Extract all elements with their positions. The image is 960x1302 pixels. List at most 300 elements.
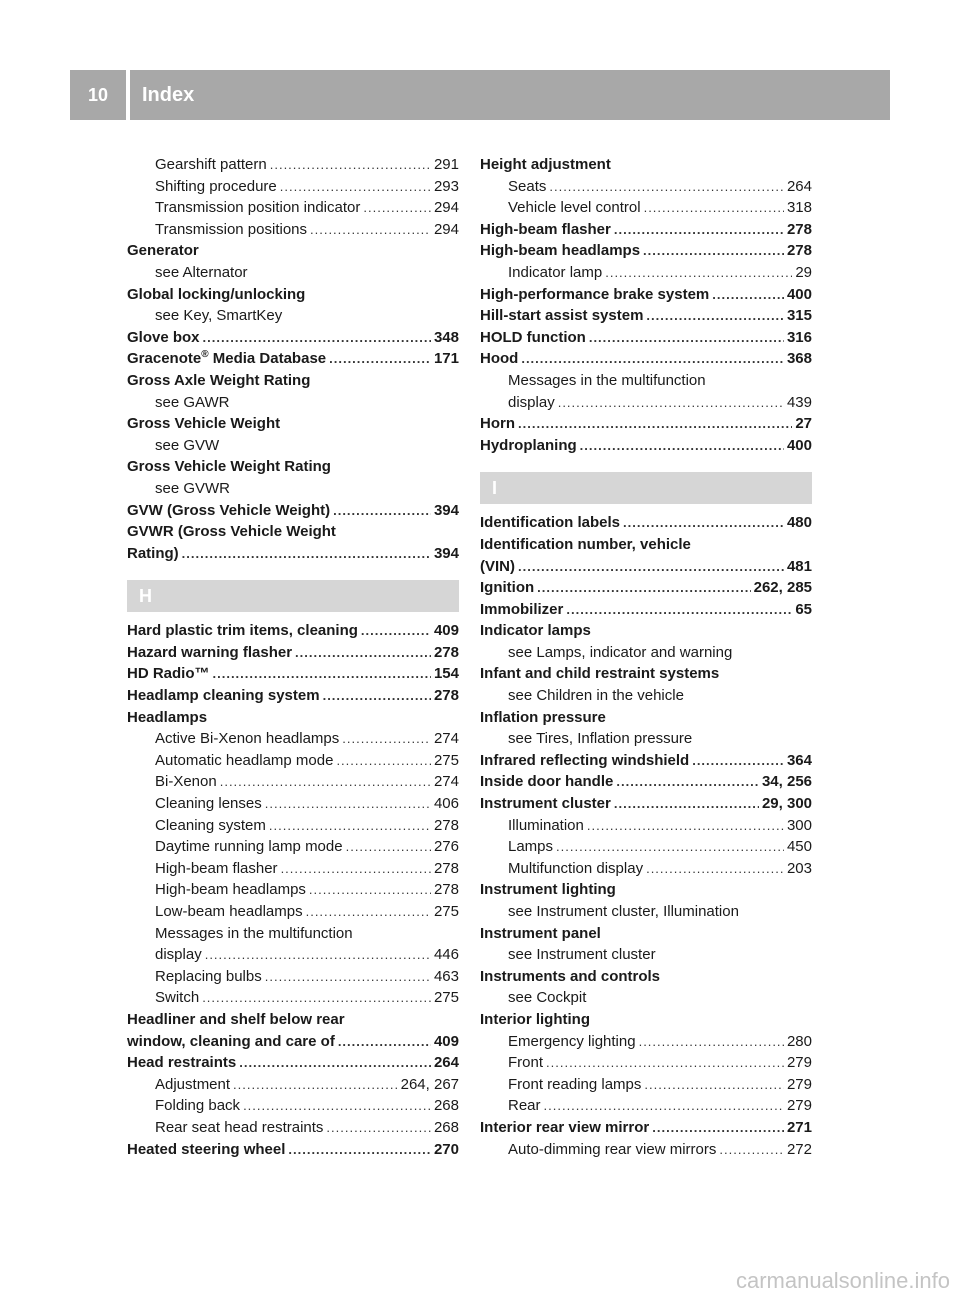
entry-label: Height adjustment — [480, 156, 611, 173]
index-subentry — [127, 219, 459, 241]
entry-label: Cleaning lenses — [155, 795, 262, 813]
entry-page-ref: 278 — [433, 643, 459, 661]
entry-page-ref: 34, 256 — [761, 773, 812, 791]
index-entry — [480, 327, 812, 349]
entry-label: Headlamp cleaning system — [127, 687, 320, 705]
entry-label: Gross Vehicle Weight Rating — [127, 458, 331, 476]
index-subentry — [480, 370, 812, 392]
index-entry — [480, 620, 812, 642]
dot-leader — [558, 392, 784, 414]
entry-label: Headliner and shelf below rear — [127, 1010, 345, 1028]
entry-page-ref: 278 — [433, 881, 459, 899]
entry-label: see Cockpit — [508, 989, 587, 1007]
dot-leader — [544, 1095, 784, 1117]
dot-leader — [295, 642, 431, 664]
entry-page-ref: 463 — [433, 967, 459, 985]
dot-leader — [239, 1052, 431, 1074]
index-entry — [480, 923, 812, 945]
entry-page-ref: 406 — [433, 795, 459, 813]
index-entry — [127, 521, 459, 543]
index-entry — [127, 456, 459, 478]
index-subentry — [480, 815, 812, 837]
index-subentry — [480, 642, 812, 664]
entry-label: Shifting procedure — [155, 177, 277, 195]
entry-label: High-beam flasher — [480, 220, 611, 238]
entry-page-ref: 300 — [786, 816, 812, 834]
entry-label: Instrument cluster — [480, 795, 611, 813]
entry-label: Inside door handle — [480, 773, 614, 791]
index-entry — [480, 599, 812, 621]
index-entry — [127, 642, 459, 664]
index-subentry — [127, 1095, 459, 1117]
entry-label: Gearshift pattern — [155, 156, 267, 173]
entry-page-ref: 274 — [433, 730, 459, 748]
entry-label: Rating) — [127, 544, 179, 562]
entry-label: Identification labels — [480, 514, 621, 532]
dot-leader — [589, 327, 784, 349]
entry-page-ref: 348 — [433, 328, 459, 346]
dot-leader — [363, 197, 431, 219]
entry-label: Daytime running lamp mode — [155, 838, 343, 856]
index-subentry — [480, 1139, 812, 1161]
page-header — [70, 70, 890, 120]
entry-page-ref: 446 — [433, 946, 459, 964]
index-entry — [127, 240, 459, 262]
index-entry — [127, 1052, 459, 1074]
index-entry — [127, 620, 459, 642]
index-subentry — [480, 728, 812, 750]
index-subentry — [127, 1117, 459, 1139]
entry-page-ref: 394 — [433, 544, 459, 562]
entry-label: see GAWR — [155, 393, 230, 411]
entry-label: Generator — [127, 242, 199, 260]
entry-label: Hood — [480, 350, 519, 368]
dot-leader — [265, 966, 431, 988]
entry-page-ref: 29, 300 — [761, 795, 812, 813]
entry-label: Low-beam headlamps — [155, 903, 303, 920]
index-entry — [480, 750, 812, 772]
entry-label: Inflation pressure — [480, 708, 606, 726]
entry-page-ref: 271 — [786, 1118, 812, 1136]
entry-page-ref: 368 — [786, 350, 812, 368]
dot-leader — [309, 879, 431, 901]
dot-leader — [692, 750, 784, 772]
index-entry — [127, 327, 459, 349]
entry-page-ref: 278 — [433, 687, 459, 705]
index-entry — [480, 512, 812, 534]
index-subentry — [480, 262, 812, 284]
index-entry — [480, 348, 812, 370]
index-entry — [480, 556, 812, 578]
dot-leader — [280, 176, 431, 198]
entry-page-ref: 154 — [433, 665, 459, 683]
entry-page-ref: 65 — [795, 600, 812, 618]
entry-label: Automatic headlamp mode — [155, 751, 334, 769]
entry-label: High-beam headlamps — [480, 242, 641, 260]
entry-label: Gross Axle Weight Rating — [127, 371, 311, 389]
entry-page-ref: 264 — [786, 177, 812, 195]
index-entry — [480, 879, 812, 901]
entry-page-ref: 268 — [433, 1118, 459, 1136]
dot-leader — [518, 556, 784, 578]
entry-label: HD Radio™ — [127, 665, 210, 683]
watermark: carmanualsonline.info — [735, 1268, 950, 1293]
entry-label: Global locking/unlocking — [127, 285, 306, 303]
entry-label: display — [508, 393, 555, 411]
entry-page-ref: 27 — [795, 415, 812, 433]
entry-label: Immobilizer — [480, 600, 564, 618]
index-entry — [127, 284, 459, 306]
dot-leader — [202, 987, 431, 1009]
entry-page-ref: 279 — [786, 1097, 812, 1115]
entry-label: HOLD function — [480, 328, 586, 346]
index-subentry — [480, 1074, 812, 1096]
entry-page-ref: 439 — [786, 393, 812, 411]
index-entry — [480, 534, 812, 556]
entry-label: Bi-Xenon — [155, 773, 217, 791]
entry-page-ref: 275 — [433, 751, 459, 769]
index-subentry — [127, 728, 459, 750]
index-subentry — [480, 1031, 812, 1053]
index-subentry — [127, 478, 459, 500]
index-subentry — [127, 879, 459, 901]
index-entry — [480, 413, 812, 435]
index-subentry — [127, 901, 459, 923]
index-subentry — [127, 305, 459, 327]
entry-page-ref: 275 — [433, 989, 459, 1007]
index-entry — [480, 154, 812, 176]
entry-label: GVWR (Gross Vehicle Weight — [127, 523, 336, 541]
entry-page-ref: 316 — [786, 328, 812, 346]
index-column-left — [127, 154, 459, 1160]
index-entry — [480, 240, 812, 262]
dot-leader — [338, 1031, 431, 1053]
entry-label: Infrared reflecting windshield — [480, 751, 690, 769]
index-subentry — [127, 262, 459, 284]
dot-leader — [182, 543, 431, 565]
index-entry — [480, 284, 812, 306]
index-entry — [127, 685, 459, 707]
entry-label: see Alternator — [155, 263, 248, 281]
index-subentry — [480, 197, 812, 219]
entry-label: Cleaning system — [155, 816, 266, 834]
dot-leader — [537, 577, 750, 599]
entry-label: see Key, SmartKey — [155, 307, 283, 325]
dot-leader — [342, 728, 431, 750]
index-subentry — [127, 987, 459, 1009]
index-entry — [127, 543, 459, 565]
page-number: 10 — [87, 84, 109, 105]
index-subentry — [480, 987, 812, 1009]
entry-label: Hard plastic trim items, cleaning — [127, 622, 358, 640]
index-subentry — [127, 966, 459, 988]
entry-page-ref: 364 — [786, 751, 812, 769]
index-entry — [127, 707, 459, 729]
entry-page-ref: 279 — [786, 1054, 812, 1072]
entry-page-ref: 278 — [786, 242, 812, 260]
entry-label: High-performance brake system — [480, 285, 710, 303]
index-subentry — [127, 176, 459, 198]
entry-label: Lamps — [508, 838, 554, 856]
entry-label: Transmission positions — [155, 220, 307, 238]
header-divider — [126, 70, 130, 120]
entry-page-ref: 171 — [433, 350, 459, 368]
entry-page-ref: 480 — [786, 514, 812, 532]
entry-label: Headlamps — [127, 708, 208, 726]
dot-leader — [203, 327, 431, 349]
dot-leader — [646, 858, 784, 880]
entry-label: Hydroplaning — [480, 436, 577, 454]
entry-label: Instrument lighting — [480, 881, 616, 899]
dot-leader — [361, 620, 431, 642]
dot-leader — [605, 262, 792, 284]
index-entry — [127, 1009, 459, 1031]
entry-label: Head restraints — [127, 1054, 237, 1072]
dot-leader — [243, 1095, 431, 1117]
index-entry — [480, 771, 812, 793]
entry-page-ref: 262, 285 — [753, 579, 812, 597]
dot-leader — [326, 1117, 431, 1139]
dot-leader — [265, 793, 431, 815]
entry-label: see Lamps, indicator and warning — [508, 643, 733, 661]
dot-leader — [518, 413, 792, 435]
dot-leader — [329, 348, 431, 370]
index-subentry — [127, 858, 459, 880]
entry-label: Instrument panel — [480, 924, 601, 942]
dot-leader — [521, 348, 784, 370]
section-letter-h: H — [127, 580, 459, 612]
entry-page-ref: 481 — [786, 557, 812, 575]
entry-page-ref: 264, 267 — [400, 1075, 459, 1093]
entry-page-ref: 400 — [786, 285, 812, 303]
entry-label: Rear — [508, 1097, 541, 1115]
entry-label: Emergency lighting — [508, 1032, 636, 1050]
index-column-right — [480, 154, 812, 1160]
entry-page-ref: 276 — [433, 838, 459, 856]
entry-label: see Instrument cluster — [508, 946, 656, 964]
index-entry — [480, 707, 812, 729]
index-entry — [127, 500, 459, 522]
entry-label: Hill-start assist system — [480, 307, 644, 325]
dot-leader — [639, 1031, 784, 1053]
index-entry — [480, 966, 812, 988]
dot-leader — [270, 154, 431, 176]
dot-leader — [233, 1074, 398, 1096]
entry-label: Interior lighting — [480, 1010, 590, 1028]
index-subentry — [127, 771, 459, 793]
entry-label: Replacing bulbs — [155, 967, 262, 985]
index-entry — [480, 1117, 812, 1139]
entry-label: (VIN) — [480, 557, 515, 575]
entry-label: Illumination — [508, 816, 584, 834]
entry-page-ref: 318 — [786, 199, 812, 217]
entry-page-ref: 278 — [786, 220, 812, 238]
index-subentry — [480, 944, 812, 966]
entry-page-ref: 409 — [433, 622, 459, 640]
dot-leader — [546, 1052, 784, 1074]
entry-label: see Tires, Inflation pressure — [508, 730, 693, 748]
dot-leader — [566, 599, 792, 621]
registered-mark: ® — [201, 349, 209, 361]
index-entry — [480, 793, 812, 815]
dot-leader — [323, 685, 431, 707]
dot-leader — [220, 771, 431, 793]
dot-leader — [205, 944, 431, 966]
entry-label: Gracenote® Media Database — [127, 349, 327, 368]
dot-leader — [213, 663, 431, 685]
entry-label: Vehicle level control — [508, 199, 641, 217]
index-entry — [480, 435, 812, 457]
dot-leader — [623, 512, 784, 534]
entry-label: Indicator lamp — [508, 263, 603, 281]
index-subentry — [480, 858, 812, 880]
index-entry — [480, 305, 812, 327]
entry-label: see Instrument cluster, Illumination — [508, 903, 739, 920]
entry-label: Transmission position indicator — [155, 199, 361, 217]
entry-page-ref: 274 — [433, 773, 459, 791]
index-subentry — [127, 836, 459, 858]
dot-leader — [644, 197, 784, 219]
dot-leader — [310, 219, 431, 241]
entry-label: Switch — [155, 989, 200, 1007]
entry-page-ref: 278 — [433, 816, 459, 834]
entry-page-ref: 280 — [786, 1032, 812, 1050]
entry-page-ref: 272 — [786, 1140, 812, 1158]
entry-label: Instruments and controls — [480, 967, 661, 985]
entry-page-ref: 294 — [433, 220, 459, 238]
index-entry — [480, 1009, 812, 1031]
index-entry — [127, 1139, 459, 1161]
index-subentry — [127, 154, 459, 176]
index-subentry — [127, 815, 459, 837]
entry-label: see GVW — [155, 436, 220, 454]
entry-label: Indicator lamps — [480, 622, 591, 640]
entry-label: Active Bi-Xenon headlamps — [155, 730, 340, 748]
dot-leader — [556, 836, 784, 858]
entry-page-ref: 450 — [786, 838, 812, 856]
entry-page-ref: 268 — [433, 1097, 459, 1115]
entry-label: window, cleaning and care of — [127, 1032, 335, 1050]
entry-label: Messages in the multifunction — [155, 924, 353, 942]
entry-label: High-beam flasher — [155, 859, 278, 877]
dot-leader — [306, 901, 431, 923]
entry-page-ref: 400 — [786, 436, 812, 454]
dot-leader — [616, 771, 759, 793]
index-subentry — [127, 1074, 459, 1096]
entry-label: display — [155, 946, 202, 964]
index-subentry — [480, 836, 812, 858]
entry-label: Gross Vehicle Weight — [127, 415, 281, 433]
index-subentry — [127, 197, 459, 219]
entry-label: High-beam headlamps — [155, 881, 306, 899]
index-subentry — [480, 392, 812, 414]
entry-label: Messages in the multifunction — [508, 371, 706, 389]
dot-leader — [269, 815, 431, 837]
entry-label: Auto-dimming rear view mirrors — [508, 1140, 717, 1158]
dot-leader — [288, 1139, 431, 1161]
index-subentry — [127, 793, 459, 815]
entry-label: Ignition — [480, 579, 535, 597]
dot-leader — [333, 500, 431, 522]
entry-label: Front reading lamps — [508, 1075, 642, 1093]
index-entry — [480, 219, 812, 241]
dot-leader — [549, 176, 784, 198]
entry-page-ref: 315 — [786, 307, 812, 325]
dot-leader — [346, 836, 431, 858]
entry-page-ref: 203 — [786, 859, 812, 877]
entry-page-ref: 29 — [795, 263, 812, 281]
entry-label: Seats — [508, 177, 547, 195]
index-entry — [127, 1031, 459, 1053]
entry-label: see Children in the vehicle — [508, 687, 684, 705]
entry-label: Front — [508, 1054, 544, 1072]
index-subentry — [480, 1095, 812, 1117]
dot-leader — [587, 815, 784, 837]
dot-leader — [580, 435, 784, 457]
dot-leader — [281, 858, 431, 880]
dot-leader — [614, 219, 784, 241]
entry-page-ref: 291 — [433, 156, 459, 173]
index-subentry — [127, 750, 459, 772]
dot-leader — [719, 1139, 784, 1161]
entry-label: Infant and child restraint systems — [480, 665, 720, 683]
entry-page-ref: 294 — [433, 199, 459, 217]
entry-label: Glove box — [127, 328, 200, 346]
index-subentry — [127, 392, 459, 414]
index-subentry — [480, 901, 812, 923]
index-entry — [127, 370, 459, 392]
dot-leader — [646, 305, 784, 327]
dot-leader — [614, 793, 759, 815]
entry-label: Adjustment — [155, 1075, 231, 1093]
entry-page-ref: 293 — [433, 177, 459, 195]
index-subentry — [480, 685, 812, 707]
index-entry — [127, 663, 459, 685]
index-subentry — [480, 1052, 812, 1074]
entry-page-ref: 278 — [433, 859, 459, 877]
entry-label: GVW (Gross Vehicle Weight) — [127, 501, 331, 519]
entry-page-ref: 394 — [433, 501, 459, 519]
entry-label: Identification number, vehicle — [480, 535, 691, 553]
index-entry — [480, 663, 812, 685]
index-entry — [127, 348, 459, 370]
index-entry — [127, 413, 459, 435]
entry-label: see GVWR — [155, 479, 231, 497]
dot-leader — [712, 284, 784, 306]
dot-leader — [652, 1117, 784, 1139]
entry-page-ref: 279 — [786, 1075, 812, 1093]
entry-label: Folding back — [155, 1097, 241, 1115]
index-subentry — [127, 944, 459, 966]
index-subentry — [480, 176, 812, 198]
entry-page-ref: 275 — [433, 903, 459, 920]
entry-page-ref: 409 — [433, 1032, 459, 1050]
entry-label: Hazard warning flasher — [127, 643, 293, 661]
entry-page-ref: 270 — [433, 1140, 459, 1158]
entry-page-ref: 264 — [433, 1054, 459, 1072]
index-subentry — [127, 435, 459, 457]
dot-leader — [336, 750, 431, 772]
entry-label: Heated steering wheel — [127, 1140, 286, 1158]
dot-leader — [643, 240, 784, 262]
section-letter-i: I — [480, 472, 812, 504]
entry-label: Horn — [480, 415, 515, 433]
entry-label: Rear seat head restraints — [155, 1118, 324, 1136]
entry-label: Interior rear view mirror — [480, 1118, 650, 1136]
entry-label: Multifunction display — [508, 859, 644, 877]
index-subentry — [127, 923, 459, 945]
dot-leader — [644, 1074, 784, 1096]
